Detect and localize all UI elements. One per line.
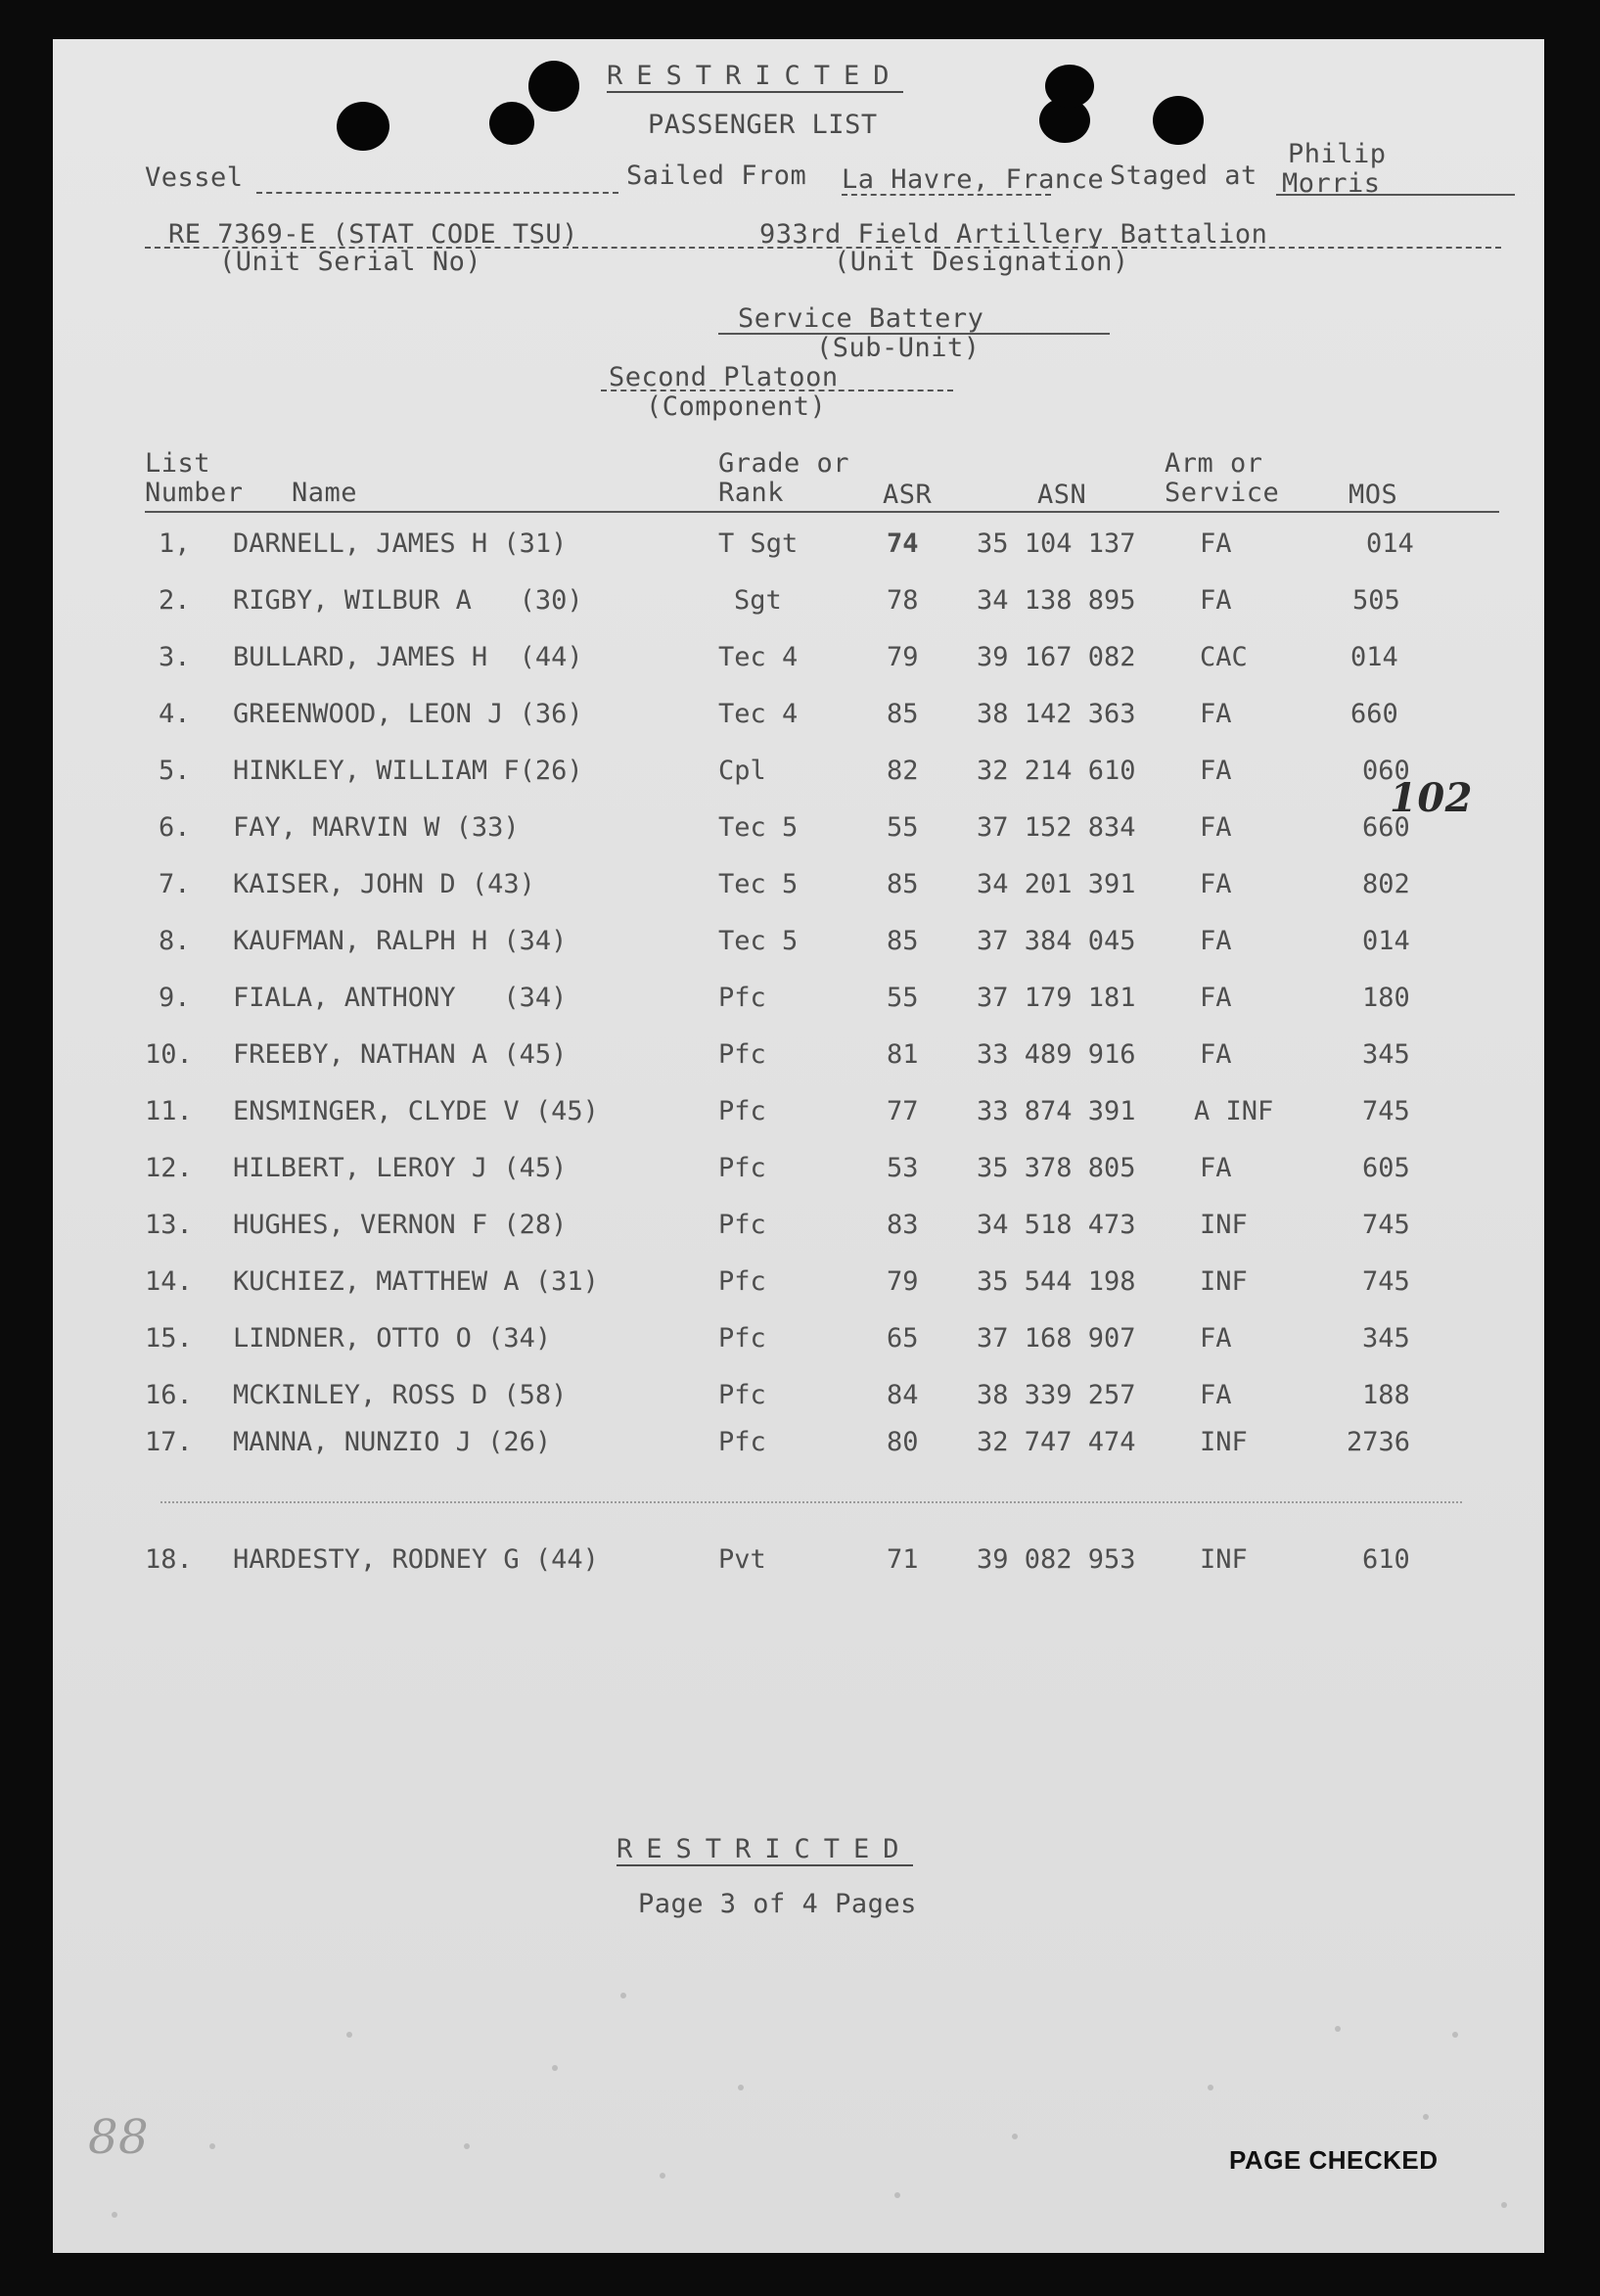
row-mos: 610	[1362, 1544, 1410, 1575]
row-mos: 745	[1362, 1210, 1410, 1240]
row-number: 10.	[145, 1039, 193, 1070]
illegible-line	[160, 1501, 1462, 1503]
row-asn: 37 179 181	[977, 983, 1136, 1013]
row-arm: FA	[1200, 585, 1232, 616]
row-grade: Pfc	[718, 1039, 766, 1070]
row-mos: 802	[1362, 869, 1410, 899]
row-name: HINKLEY, WILLIAM F(26)	[233, 756, 583, 786]
row-asn: 33 874 391	[977, 1096, 1136, 1126]
row-grade: Pfc	[718, 1323, 766, 1354]
row-arm: FA	[1200, 1153, 1232, 1183]
row-asn: 37 384 045	[977, 926, 1136, 956]
table-row	[53, 1039, 1544, 1079]
sub-unit: Service Battery	[738, 303, 984, 334]
row-mos: 188	[1362, 1380, 1410, 1410]
row-asr: 55	[887, 812, 919, 843]
row-name: HILBERT, LEROY J (45)	[233, 1153, 568, 1183]
sailed-from-line	[842, 194, 1051, 196]
row-name: FIALA, ANTHONY (34)	[233, 983, 568, 1013]
restricted-footer: RESTRICTED	[617, 1834, 913, 1864]
row-arm: FA	[1200, 1323, 1232, 1354]
row-asr: 74	[887, 528, 919, 559]
col-arm: Arm or	[1165, 448, 1263, 479]
row-name: FREEBY, NATHAN A (45)	[233, 1039, 568, 1070]
row-arm: FA	[1200, 756, 1232, 786]
row-asr: 71	[887, 1544, 919, 1575]
row-asn: 34 138 895	[977, 585, 1136, 616]
col-asn: ASN	[1037, 480, 1087, 510]
row-name: ENSMINGER, CLYDE V (45)	[233, 1096, 599, 1126]
speckle	[464, 2143, 470, 2149]
row-mos: 014	[1350, 642, 1398, 672]
row-number: 13.	[145, 1210, 193, 1240]
row-mos: 014	[1366, 528, 1414, 559]
staged-at-value: Morris	[1282, 168, 1381, 199]
row-number: 2.	[159, 585, 191, 616]
table-row	[53, 1096, 1544, 1135]
row-arm: INF	[1200, 1544, 1248, 1575]
table-row	[53, 756, 1544, 795]
row-grade: Pfc	[718, 1210, 766, 1240]
row-asr: 65	[887, 1323, 919, 1354]
vessel-label: Vessel	[145, 162, 244, 193]
row-arm: INF	[1200, 1427, 1248, 1457]
speckle	[1452, 2032, 1458, 2038]
row-asn: 38 142 363	[977, 699, 1136, 729]
table-row	[53, 642, 1544, 681]
speckle	[1335, 2026, 1341, 2032]
table-row	[53, 1266, 1544, 1306]
speckle	[209, 2143, 215, 2149]
row-grade: Pfc	[718, 1380, 766, 1410]
row-name: FAY, MARVIN W (33)	[233, 812, 520, 843]
row-arm: FA	[1200, 812, 1232, 843]
row-name: KUCHIEZ, MATTHEW A (31)	[233, 1266, 599, 1297]
table-row	[53, 1153, 1544, 1192]
row-grade: Pfc	[718, 1096, 766, 1126]
row-asn: 34 518 473	[977, 1210, 1136, 1240]
speckle	[1501, 2202, 1507, 2208]
row-mos: 745	[1362, 1266, 1410, 1297]
speckle	[346, 2032, 352, 2038]
row-name: MCKINLEY, ROSS D (58)	[233, 1380, 568, 1410]
restricted-header: RESTRICTED	[607, 61, 903, 91]
page-checked-stamp: PAGE CHECKED	[1229, 2145, 1439, 2175]
col-asr: ASR	[883, 480, 933, 510]
component-label: (Component)	[646, 391, 827, 422]
speckle	[1012, 2134, 1018, 2139]
table-row	[53, 585, 1544, 624]
table-row	[53, 812, 1544, 851]
row-mos: 605	[1362, 1153, 1410, 1183]
row-arm: FA	[1200, 528, 1232, 559]
table-row	[53, 1544, 1544, 1584]
speckle	[552, 2065, 558, 2071]
row-arm: INF	[1200, 1266, 1248, 1297]
speckle	[1208, 2085, 1213, 2090]
col-mos: MOS	[1349, 480, 1398, 510]
row-asr: 83	[887, 1210, 919, 1240]
row-mos: 505	[1352, 585, 1400, 616]
row-asn: 32 747 474	[977, 1427, 1136, 1457]
row-number: 8.	[159, 926, 191, 956]
row-grade: Tec 5	[718, 926, 799, 956]
row-asr: 79	[887, 642, 919, 672]
unit-designation: 933rd Field Artillery Battalion	[759, 219, 1268, 250]
row-name: HARDESTY, RODNEY G (44)	[233, 1544, 599, 1575]
row-asn: 39 082 953	[977, 1544, 1136, 1575]
row-arm: CAC	[1200, 642, 1248, 672]
corner-mark: 88	[88, 2110, 150, 2165]
row-name: HUGHES, VERNON F (28)	[233, 1210, 568, 1240]
row-asn: 37 168 907	[977, 1323, 1136, 1354]
row-asr: 85	[887, 699, 919, 729]
row-asr: 85	[887, 869, 919, 899]
row-grade: Tec 5	[718, 869, 799, 899]
unit-designation-label: (Unit Designation)	[834, 247, 1129, 277]
unit-serial: RE 7369-E (STAT CODE TSU)	[168, 219, 578, 250]
row-number: 11.	[145, 1096, 193, 1126]
table-row	[53, 528, 1544, 568]
row-asr: 79	[887, 1266, 919, 1297]
col-list: List	[145, 448, 211, 479]
punch-hole	[1153, 96, 1204, 145]
row-number: 4.	[159, 699, 191, 729]
speckle	[112, 2212, 117, 2218]
row-grade: T Sgt	[718, 528, 799, 559]
row-asn: 39 167 082	[977, 642, 1136, 672]
row-asn: 37 152 834	[977, 812, 1136, 843]
table-row	[53, 1427, 1544, 1466]
row-asn: 34 201 391	[977, 869, 1136, 899]
row-name: RIGBY, WILBUR A (30)	[233, 585, 583, 616]
table-row	[53, 1380, 1544, 1419]
row-number: 5.	[159, 756, 191, 786]
row-asr: 80	[887, 1427, 919, 1457]
row-arm: FA	[1200, 699, 1232, 729]
table-row	[53, 699, 1544, 738]
row-name: GREENWOOD, LEON J (36)	[233, 699, 583, 729]
row-number: 15.	[145, 1323, 193, 1354]
row-arm: FA	[1200, 983, 1232, 1013]
col-service: Service	[1165, 478, 1280, 508]
row-number: 6.	[159, 812, 191, 843]
row-grade: Pfc	[718, 1427, 766, 1457]
row-number: 3.	[159, 642, 191, 672]
row-mos: 745	[1362, 1096, 1410, 1126]
row-number: 17.	[145, 1427, 193, 1457]
row-grade: Pfc	[718, 983, 766, 1013]
row-name: KAUFMAN, RALPH H (34)	[233, 926, 568, 956]
page-number: Page 3 of 4 Pages	[638, 1889, 917, 1919]
row-grade: Pfc	[718, 1153, 766, 1183]
header-rule	[145, 511, 1499, 513]
row-arm: FA	[1200, 1380, 1232, 1410]
row-arm: FA	[1200, 1039, 1232, 1070]
table-row	[53, 1210, 1544, 1249]
row-number: 1,	[159, 528, 191, 559]
sailed-from-label: Sailed From	[626, 161, 807, 191]
document-title: PASSENGER LIST	[648, 110, 878, 140]
row-grade: Pvt	[718, 1544, 766, 1575]
handwritten-number: 102	[1390, 775, 1473, 821]
speckle	[738, 2085, 744, 2090]
vessel-line	[256, 192, 618, 194]
row-asn: 35 544 198	[977, 1266, 1136, 1297]
table-row	[53, 926, 1544, 965]
row-asr: 78	[887, 585, 919, 616]
col-number: Number	[145, 478, 244, 508]
row-asn: 35 378 805	[977, 1153, 1136, 1183]
row-name: LINDNER, OTTO O (34)	[233, 1323, 552, 1354]
row-asr: 82	[887, 756, 919, 786]
row-name: MANNA, NUNZIO J (26)	[233, 1427, 552, 1457]
row-grade: Sgt	[734, 585, 782, 616]
punch-hole	[489, 102, 534, 145]
row-number: 9.	[159, 983, 191, 1013]
sub-unit-label: (Sub-Unit)	[816, 333, 981, 363]
row-number: 14.	[145, 1266, 193, 1297]
punch-hole	[528, 61, 579, 112]
punch-hole	[1045, 65, 1094, 108]
row-mos: 180	[1362, 983, 1410, 1013]
col-grade: Grade or	[718, 448, 850, 479]
row-number: 16.	[145, 1380, 193, 1410]
unit-serial-label: (Unit Serial No)	[219, 247, 482, 277]
speckle	[894, 2192, 900, 2198]
row-grade: Tec 4	[718, 642, 799, 672]
row-grade: Tec 4	[718, 699, 799, 729]
row-mos: 345	[1362, 1039, 1410, 1070]
row-mos: 345	[1362, 1323, 1410, 1354]
row-mos: 660	[1362, 812, 1410, 843]
row-grade: Tec 5	[718, 812, 799, 843]
table-row	[53, 983, 1544, 1022]
row-asr: 53	[887, 1153, 919, 1183]
speckle	[1423, 2114, 1429, 2120]
speckle	[660, 2173, 665, 2179]
row-arm: INF	[1200, 1210, 1248, 1240]
staged-at-value: Philip	[1288, 139, 1387, 169]
row-grade: Pfc	[718, 1266, 766, 1297]
row-mos: 060	[1362, 756, 1410, 786]
component: Second Platoon	[609, 362, 839, 392]
row-mos: 660	[1350, 699, 1398, 729]
col-rank: Rank	[718, 478, 785, 508]
row-asr: 55	[887, 983, 919, 1013]
row-asn: 32 214 610	[977, 756, 1136, 786]
row-name: KAISER, JOHN D (43)	[233, 869, 535, 899]
row-grade: Cpl	[718, 756, 766, 786]
col-name: Name	[292, 478, 358, 508]
row-asr: 85	[887, 926, 919, 956]
row-asn: 35 104 137	[977, 528, 1136, 559]
row-asr: 81	[887, 1039, 919, 1070]
row-arm: FA	[1200, 926, 1232, 956]
speckle	[620, 1993, 626, 1998]
row-asr: 84	[887, 1380, 919, 1410]
row-arm: FA	[1200, 869, 1232, 899]
row-name: BULLARD, JAMES H (44)	[233, 642, 583, 672]
row-name: DARNELL, JAMES H (31)	[233, 528, 568, 559]
table-row	[53, 1323, 1544, 1362]
row-number: 12.	[145, 1153, 193, 1183]
table-row	[53, 869, 1544, 908]
row-number: 18.	[145, 1544, 193, 1575]
row-asn: 33 489 916	[977, 1039, 1136, 1070]
row-number: 7.	[159, 869, 191, 899]
punch-hole	[337, 102, 389, 151]
sailed-from-value: La Havre, France	[842, 164, 1105, 195]
row-asn: 38 339 257	[977, 1380, 1136, 1410]
staged-at-label: Staged at	[1110, 161, 1257, 191]
row-mos: 014	[1362, 926, 1410, 956]
row-arm: A INF	[1194, 1096, 1274, 1126]
row-asr: 77	[887, 1096, 919, 1126]
row-mos: 2736	[1347, 1427, 1411, 1457]
document-page	[53, 39, 1544, 2253]
staged-at-line	[1276, 194, 1515, 196]
